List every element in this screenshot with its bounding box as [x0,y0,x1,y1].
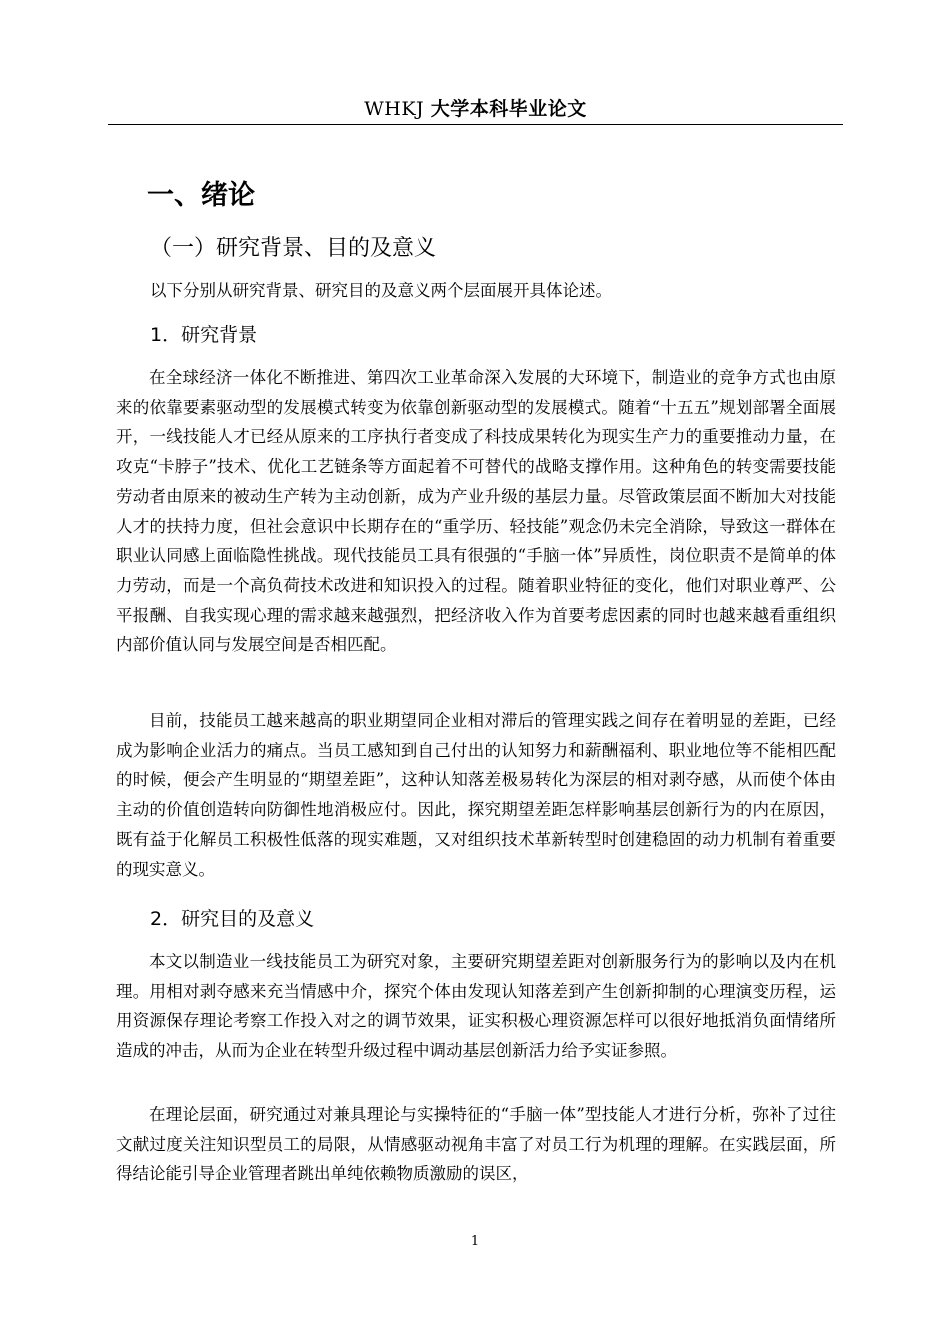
header-divider [108,124,843,125]
header-latin: WHKJ [364,98,425,120]
subsection-title-background: 1．研究背景 [150,324,258,346]
intro-paragraph: 以下分别从研究背景、研究目的及意义两个层面展开具体论述。 [150,281,612,300]
running-header [108,94,843,121]
chapter-title: 一、绪论 [147,180,255,211]
body-paragraph: 在理论层面，研究通过对兼具理论与实操特征的“手脑一体”型技能人才进行分析，弥补了过往文献过度关注知识型员工的局限，从情感驱动视角丰富了对员工行为机理的理解。在实践层面，所得结论能引导企业管理者跳出单纯依赖物质激励的误区， [116,1105,836,1184]
subsection-title-purpose: 2．研究目的及意义 [150,908,315,930]
header-title: 大学本科毕业论文 [430,98,587,120]
body-paragraph: 本文以制造业一线技能员工为研究对象，主要研究期望差距对创新服务行为的影响以及内在机理。用相对剥夺感来充当情感中介，探究个体由发现认知落差到产生创新抑制的心理演变历程，运用资源保存理论考察工作投入对之的调节效果，证实积极心理资源怎样可以很好地抵消负面情绪所造成的冲击，从而为企业在转型升级过程中调动基层创新活力给予实证参照。 [116,952,836,1061]
body-paragraph: 在全球经济一体化不断推进、第四次工业革命深入发展的大环境下，制造业的竞争方式也由原来的依靠要素驱动型的发展模式转变为依靠创新驱动型的发展模式。随着“十五五”规划部署全面展开，一线技能人才已经从原来的工序执行者变成了科技成果转化为现实生产力的重要推动力量，在攻克“卡脖子”技术、优化工艺链条等方面起着不可替代的战略支撑作用。这种角色的转变需要技能劳动者由原来的被动生产转为主动创新，成为产业升级的基层力量。尽管政策层面不断加大对技能人才的扶持力度，但社会意识中长期存在的“重学历、轻技能”观念仍未完全消除，导致这一群体在职业认同感上面临隐性挑战。现代技能员工具有很强的“手脑一体”异质性，岗位职责不是简单的体力劳动，而是一个高负荷技术改进和知识投入的过程。随着职业特征的变化，他们对职业尊严、公平报酬、自我实现心理的需求越来越强烈，把经济收入作为首要考虑因素的同时也越来越看重组织内部价值认同与发展空间是否相匹配。 [116,368,836,655]
body-paragraph: 目前，技能员工越来越高的职业期望同企业相对滞后的管理实践之间存在着明显的差距，已经成为影响企业活力的痛点。当员工感知到自己付出的认知努力和薪酬福利、职业地位等不能相匹配的时候，便会产生明显的“期望差距”，这种认知落差极易转化为深层的相对剥夺感，从而使个体由主动的价值创造转向防御性地消极应付。因此，探究期望差距怎样影响基层创新行为的内在原因，既有益于化解员工积极性低落的现实难题，又对组织技术革新转型时创建稳固的动力机制有着重要的现实意义。 [116,711,836,879]
section-title: （一）研究背景、目的及意义 [150,236,437,261]
page-number: 1 [470,1234,480,1249]
